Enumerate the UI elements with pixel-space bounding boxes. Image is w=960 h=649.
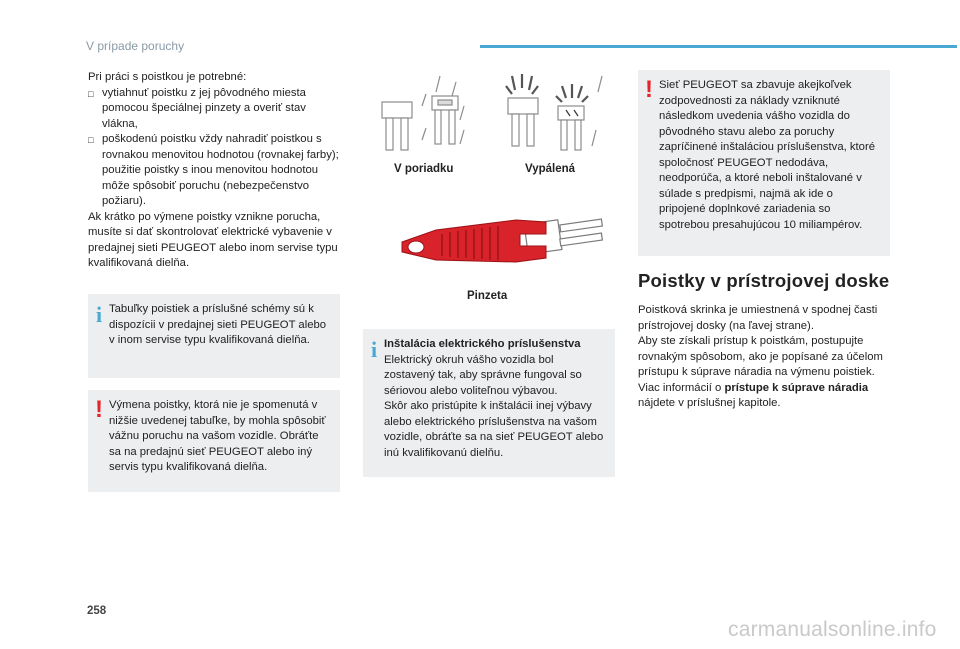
tweezers-label: Pinzeta [467,290,508,302]
more-info-text [638,381,888,397]
section-title: Poistky v prístrojovej doske [638,270,890,291]
info-icon: i [95,302,103,327]
warning-icon: ! [645,76,653,103]
list-item [88,132,344,210]
checkbox-bullet-icon: □ [88,88,94,99]
more-suffix: nájdete v príslušnej kapitole. [638,397,781,409]
after-text: Ak krátko po výmene poistky vznikne porucha, musíte si dať skontrolovať elektrické vybavenie v predajnej sieti PEUGEOT alebo inom servise typu kvalifikovaná dielňa. [88,210,338,269]
fuse-illustration [372,70,612,160]
more-link-text: prístupe k súprave náradia [724,381,869,394]
warning-icon: ! [95,396,103,423]
bullet-text: vytiahnuť poistku z jej pôvodného miesta pomocou špeciálnej pinzety a overiť stav vlákna, [102,86,306,130]
info-box-content [384,337,605,461]
chapter-header: V prípade poruchy [86,39,185,53]
info-box [88,294,340,378]
tweezers-icon [396,212,608,284]
bullet-text: poškodenú poistku vždy nahradiť poistkou s rovnakou menovitou hodnotou (rovnakej farby); použitie poistky s inou menovitou hodnotou môže spôsobiť poruchu (nebezpečenstvo požiaru). [102,133,339,207]
list-item [88,86,344,133]
page-number: 258 [87,605,107,617]
info-box-text: Tabuľky poistiek a príslušné schémy sú k dispozícii v predajnej sieti PEUGEOT alebo v inom servise typu kvalifikovaná dielňa. [109,303,327,346]
info-box-accessories [363,329,615,477]
warning-box-text: Výmena poistky, ktorá nie je spomenutá v nižšie uvedenej tabuľke, by mohla spôsobiť vážnu poruchu na vašom vozidle. Obráťte sa na predajnú sieť PEUGEOT alebo iný servis typu kvalifikovaná dielňa. [109,399,326,473]
more-prefix: Viac informácií o [638,381,725,394]
header-accent-bar [480,45,957,48]
fuse-ok-label: V poriadku [394,163,454,175]
fuse-blown-label: Vypálená [525,163,576,175]
column-3-body [638,303,888,412]
info-box-body: Elektrický okruh vášho vozidla bol zostavený tak, aby správne fungoval so sériovou alebo voliteľnou výbavou. Skôr ako pristúpite k inštalácii inej výbavy alebo elektrického príslušenstva na vašom vozidle, obráťte sa na sieť PEUGEOT alebo inú kvalifikovanú dielňu. [384,353,604,459]
watermark: carmanualsonline.info [728,618,937,641]
warning-box-peugeot [638,70,890,256]
info-box-title: Inštalácia elektrického príslušenstva [384,338,581,350]
info-icon: i [370,337,378,362]
column-1 [88,70,344,272]
good-fuse-icon [382,76,464,150]
intro-text: Pri práci s poistkou je potrebné: [88,71,247,83]
checkbox-bullet-icon: □ [88,135,94,145]
warning-box [88,390,340,492]
body-text: Poistková skrinka je umiestnená v spodnej časti prístrojovej dosky (na ľavej strane). Aby ste získali prístup k poistkám, postupujte rovnakým spôsobom, ako je popísané za účelom prístupu k súprave náradia na výmenu poistiek. [638,304,883,378]
warning-box-text: Sieť PEUGEOT sa zbavuje akejkoľvek zodpovednosti za náklady vzniknuté následkom uvedenia vášho vozidla do pôvodného stavu alebo za poruchy zapríčinené inštaláciou príslušenstva, ktoré spoločnosť PEUGEOT nedodáva, neodporúča, a ktoré neboli inštalované v súlade s predpismi, najmä ak ide o pripojené doplnkové zariadenia so spotrebou presahujúcou 10 miliampérov. [659,79,876,231]
